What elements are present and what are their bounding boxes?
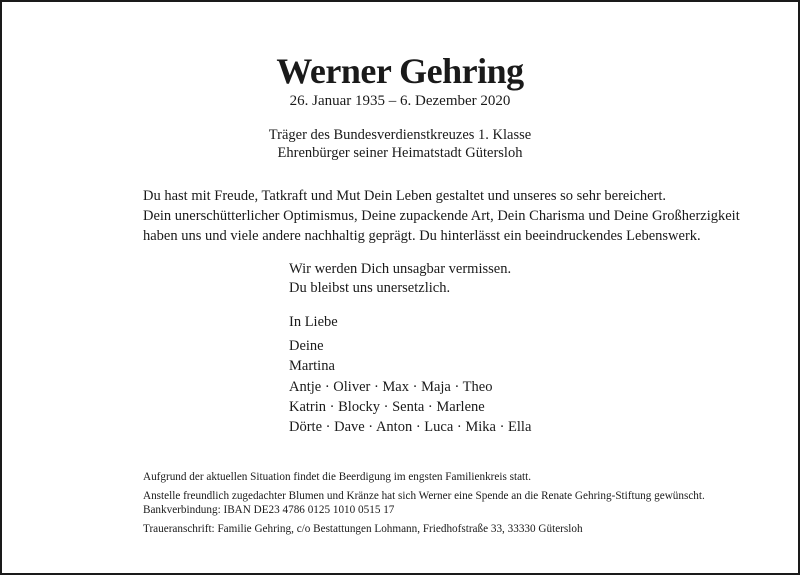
tribute-text (143, 186, 740, 246)
family-line: Katrin · Blocky · Senta · Marlene (289, 399, 485, 415)
donation-note: Anstelle freundlich zugedachter Blumen und Kränze hat sich Werner eine Spende an die Renate Gehring-Stiftung gewünscht. (143, 490, 705, 502)
tribute-line: Dein unerschütterlicher Optimismus, Deine zupackende Art, Dein Charisma und Deine Großherzigkeit (143, 208, 740, 224)
family-line: Dörte · Dave · Anton · Luca · Mika · Ella (289, 419, 532, 435)
honor-line: Träger des Bundesverdienstkreuzes 1. Klasse (268, 127, 532, 143)
family-line: Deine (289, 338, 324, 354)
honor-line: Ehrenbürger seiner Heimatstadt Gütersloh (277, 145, 523, 161)
farewell-line: Wir werden Dich unsagbar vermissen. (289, 261, 512, 277)
deceased-name: Werner Gehring (276, 51, 524, 91)
funeral-note: Aufgrund der aktuellen Situation findet die Beerdigung im engsten Familienkreis statt. (143, 471, 532, 483)
bank-details: Bankverbindung: IBAN DE23 4786 0125 1010 0515 17 (143, 504, 395, 516)
life-dates: 26. Januar 1935 – 6. Dezember 2020 (289, 93, 511, 109)
tribute-line: haben uns und viele andere nachhaltig geprägt. Du hinterlässt ein beeindruckendes Lebenswerk. (143, 228, 701, 244)
family-line: Martina (289, 358, 335, 374)
family-line: Antje · Oliver · Max · Maja · Theo (289, 379, 493, 395)
in-love-line: In Liebe (289, 314, 338, 330)
tribute-line: Du hast mit Freude, Tatkraft und Mut Dein Leben gestaltet und unseres so sehr bereichert. (143, 188, 666, 204)
mourning-address: Traueranschrift: Familie Gehring, c/o Bestattungen Lohmann, Friedhofstraße 33, 33330 Gütersloh (143, 523, 583, 535)
farewell-line: Du bleibst uns unersetzlich. (289, 280, 451, 296)
